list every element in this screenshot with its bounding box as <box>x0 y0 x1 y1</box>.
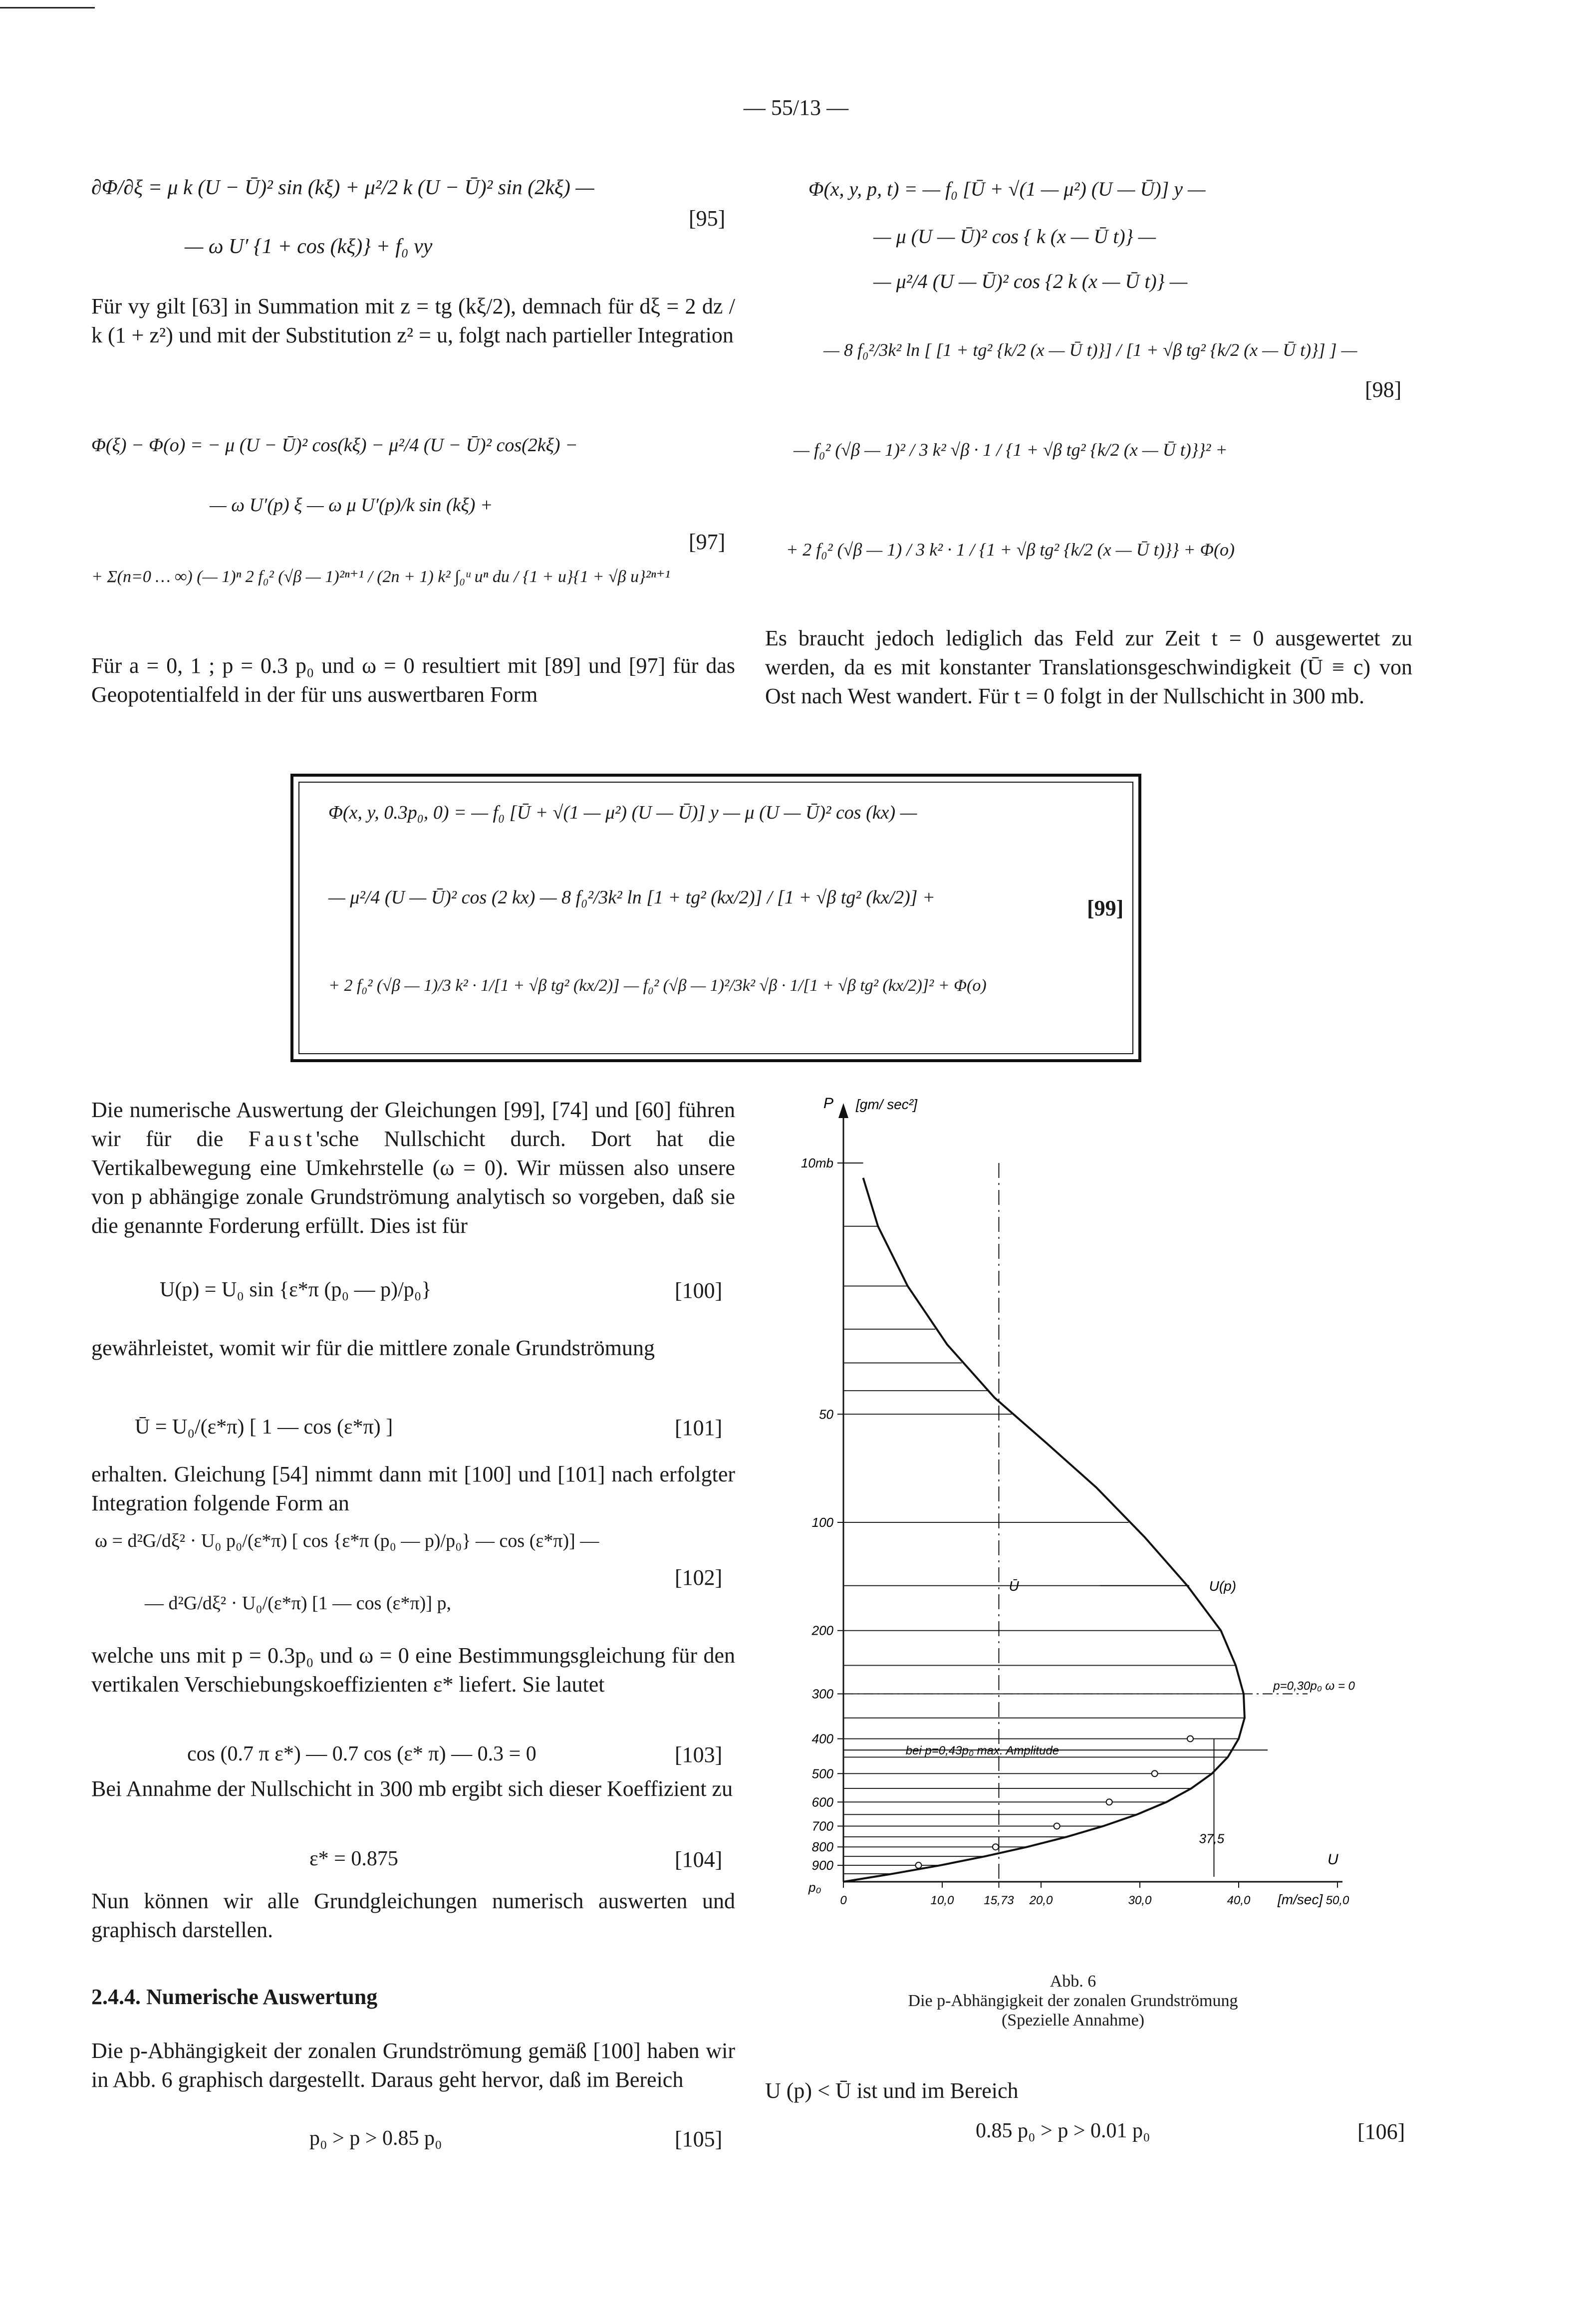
annotation-value: 37,5 <box>1199 1831 1225 1846</box>
x-tick-label: 50,0 <box>1326 1894 1349 1907</box>
y-tick-label: 100 <box>811 1515 833 1530</box>
paragraph-numeric-prefix: Die numerische Auswertung der Gleichungen [99], [74] und [60] führen wir für die <box>91 1098 735 1152</box>
x-axis-label: U <box>1327 1851 1338 1868</box>
y-axis-arrow <box>838 1103 848 1118</box>
faust-name: Faust <box>248 1127 316 1152</box>
x-axis-unit: [m/sec] <box>1278 1892 1323 1907</box>
x-tick-label: 20,0 <box>1029 1894 1053 1907</box>
equation-102-line1: ω = d²G/dξ² · U₀ p₀/(ε*π) [ cos {ε*π (p₀ — p)/p₀} — cos (ε*π)] — <box>95 1530 599 1551</box>
equation-104: ε* = 0.875 <box>309 1847 398 1870</box>
equation-97-line3: + Σ(n=0 … ∞) (— 1)ⁿ 2 f₀² (√β — 1)²ⁿ⁺¹ / (2n + 1) k² ∫₀ᵘ uⁿ du / {1 + u}{1 + √β u}²ⁿ⁺¹ <box>91 568 670 586</box>
y-axis-label: P <box>823 1095 834 1112</box>
data-point <box>1054 1823 1060 1829</box>
y-tick-label: 10mb <box>800 1156 833 1170</box>
y-axis-unit: [gm/ sec²] <box>856 1097 917 1112</box>
y-tick-label: 200 <box>811 1623 833 1638</box>
y-tick-label: 50 <box>819 1407 833 1422</box>
equation-95-line2: — ω U′ {1 + cos (kξ)} + f₀ vy <box>185 235 433 258</box>
data-point <box>993 1844 999 1850</box>
y-tick-label: 300 <box>811 1686 833 1702</box>
equation-98-line5: — f₀² (√β — 1)² / 3 k² √β · 1 / {1 + √β tg² {k/2 (x — Ū t)}}² + <box>794 440 1228 460</box>
equation-99-line3: + 2 f₀² (√β — 1)/3 k² · 1/[1 + √β tg² (kx/2)] — f₀² (√β — 1)²/3k² √β · 1/[1 + √β tg² (kx/2)]² + Φ(o) <box>328 976 987 995</box>
paragraph-mean-flow: gewährleistet, womit wir für die mittlere zonale Grundströmung <box>91 1336 655 1360</box>
y-tick-label: 700 <box>811 1818 833 1834</box>
equation-98-line3: — μ²/4 (U — Ū)² cos {2 k (x — Ū t)} — <box>873 270 1188 292</box>
equation-number-103: [103] <box>675 1743 723 1767</box>
boxed-equation-99 <box>290 774 1141 1062</box>
paragraph-vy: Für vy gilt [63] in Summation mit z = tg (kξ/2), demnach für dξ = 2 dz / k (1 + z²) und mit der Substitution z² = u, folgt nach partieller Integration <box>91 294 735 348</box>
caption-line2: (Spezielle Annahme) <box>1001 2011 1145 2030</box>
equation-number-105: [105] <box>675 2127 723 2151</box>
x-tick-label: 10,0 <box>930 1894 954 1907</box>
equation-100: U(p) = U₀ sin {ε*π (p₀ — p)/p₀} <box>160 1278 432 1301</box>
equation-number-99: [99] <box>1087 896 1124 920</box>
x-tick-label: 0 <box>840 1894 847 1907</box>
y-tick-label: 500 <box>811 1766 833 1781</box>
page-number: — 55/13 — <box>743 95 849 120</box>
equation-98-line2: — μ (U — Ū)² cos { k (x — Ū t)} — <box>873 225 1156 248</box>
equation-number-106: [106] <box>1357 2119 1405 2144</box>
equation-number-104: [104] <box>675 1847 723 1872</box>
section-heading: 2.4.4. Numerische Auswertung <box>91 1985 378 2009</box>
equation-105: p₀ > p > 0.85 p₀ <box>309 2127 442 2150</box>
equation-number-98: [98] <box>1365 377 1402 402</box>
x-tick-label: 15,73 <box>984 1894 1014 1907</box>
y-tick-label: 900 <box>811 1858 833 1873</box>
equation-98-line4: — 8 f₀²/3k² ln [ [1 + tg² {k/2 (x — Ū t)}] / [1 + √β tg² {k/2 (x — Ū t)}] ] — <box>823 340 1357 360</box>
paragraph-numeric <box>91 1096 735 1240</box>
equation-number-100: [100] <box>675 1278 723 1303</box>
equation-number-102: [102] <box>675 1565 723 1590</box>
data-point <box>915 1862 921 1868</box>
equation-101: Ū = U₀/(ε*π) [ 1 — cos (ε*π) ] <box>135 1416 393 1439</box>
equation-95-line1: ∂Φ/∂ξ = μ k (U − Ū)² sin (kξ) + μ²/2 k (U − Ū)² sin (2kξ) — <box>91 176 594 199</box>
origin-label: p₀ <box>808 1880 821 1895</box>
series-line-u-p <box>843 1178 1245 1882</box>
equation-103: cos (0.7 π ε*) — 0.7 cos (ε* π) — 0.3 = 0 <box>187 1743 536 1765</box>
figure-caption <box>794 1972 1352 2030</box>
x-tick-label: 30,0 <box>1128 1894 1152 1907</box>
equation-99-line2: — μ²/4 (U — Ū)² cos (2 kx) — 8 f₀²/3k² ln [1 + tg² (kx/2)] / [1 + √β tg² (kx/2)] + <box>328 887 935 908</box>
u-p-label: U(p) <box>1209 1578 1237 1594</box>
paragraph-p-dependence: Die p-Abhängigkeit der zonalen Grundströmung gemäß [100] haben wir in Abb. 6 graphisch dargestellt. Daraus geht hervor, daß im Bereich <box>91 2038 735 2092</box>
figure-abb6 <box>779 1088 1357 1987</box>
equation-97-line2: — ω U′(p) ξ — ω μ U′(p)/k sin (kξ) + <box>210 495 493 516</box>
data-point <box>1187 1736 1193 1742</box>
equation-99-line1: Φ(x, y, 0.3p₀, 0) = — f₀ [Ū + √(1 — μ²) (U — Ū)] y — μ (U — Ū)² cos (kx) — <box>328 802 917 823</box>
y-tick-label: 600 <box>811 1794 833 1810</box>
paragraph-evaluate: Nun können wir alle Grundgleichungen numerisch auswerten und graphisch darstellen. <box>91 1889 735 1943</box>
equation-97-line1: Φ(ξ) − Φ(o) = − μ (U − Ū)² cos(kξ) − μ²/4 (U − Ū)² cos(2kξ) − <box>91 435 578 456</box>
paragraph-numeric-suffix: 'sche Nullschicht durch. Dort hat die Vertikalbewegung eine Umkehrstelle (ω = 0). Wir müssen also unsere von p abhängige zonale Grundströmung analytisch so vorgeben, daß sie die genannte Forderung erfüllt. Dies ist für <box>91 1127 735 1238</box>
equation-number-101: [101] <box>675 1416 723 1440</box>
annotation-null: p=0,30p₀ ω = 0 <box>1273 1679 1355 1693</box>
caption-line1: Die p-Abhängigkeit der zonalen Grundströmung <box>908 1992 1238 2011</box>
paragraph-range: U (p) < Ū ist und im Bereich <box>765 2078 1019 2103</box>
equation-102-line2: — d²G/dξ² · U₀/(ε*π) [1 — cos (ε*π)] p, <box>145 1593 451 1614</box>
data-point <box>1152 1770 1158 1776</box>
equation-98-line6: + 2 f₀² (√β — 1) / 3 k² · 1 / {1 + √β tg² {k/2 (x — Ū t)}} + Φ(o) <box>786 540 1235 560</box>
annotation-max: bei p=0,43p₀ max. Amplitude <box>905 1744 1060 1758</box>
paragraph-determination: welche uns mit p = 0.3p₀ und ω = 0 eine Bestimmungsgleichung für den vertikalen Verschiebungskoeffizienten ε* liefert. Sie lautet <box>91 1643 735 1697</box>
equation-98-line1: Φ(x, y, p, t) = — f₀ [Ū + √(1 — μ²) (U — Ū)] y — <box>808 178 1206 200</box>
paragraph-integration: erhalten. Gleichung [54] nimmt dann mit [100] und [101] nach erfolgter Integration folgende Form an <box>91 1462 735 1516</box>
equation-number-95: [95] <box>689 206 726 231</box>
equation-106: 0.85 p₀ > p > 0.01 p₀ <box>976 2119 1150 2142</box>
header-rule <box>0 7 95 8</box>
equation-number-97: [97] <box>689 530 726 554</box>
paragraph-geopotential: Für a = 0, 1 ; p = 0.3 p₀ und ω = 0 resultiert mit [89] und [97] für das Geopotentialfeld in der für uns auswertbaren Form <box>91 653 735 707</box>
y-tick-label: 400 <box>811 1731 833 1746</box>
x-tick-label: 40,0 <box>1227 1894 1251 1907</box>
paragraph-null-layer: Bei Annahme der Nullschicht in 300 mb ergibt sich dieser Koeffizient zu <box>91 1776 733 1801</box>
paragraph-translation: Es braucht jedoch lediglich das Feld zur Zeit t = 0 ausgewertet zu werden, da es mit konstanter Translationsgeschwindigkeit (Ū ≡ c) von Ost nach West wandert. Für t = 0 folgt in der Nullschicht in 300 mb. <box>765 626 1412 709</box>
data-point <box>1106 1799 1112 1805</box>
y-tick-label: 800 <box>811 1839 833 1855</box>
ubar-label: Ū <box>1009 1578 1019 1594</box>
caption-title: Abb. 6 <box>1050 1972 1096 1991</box>
